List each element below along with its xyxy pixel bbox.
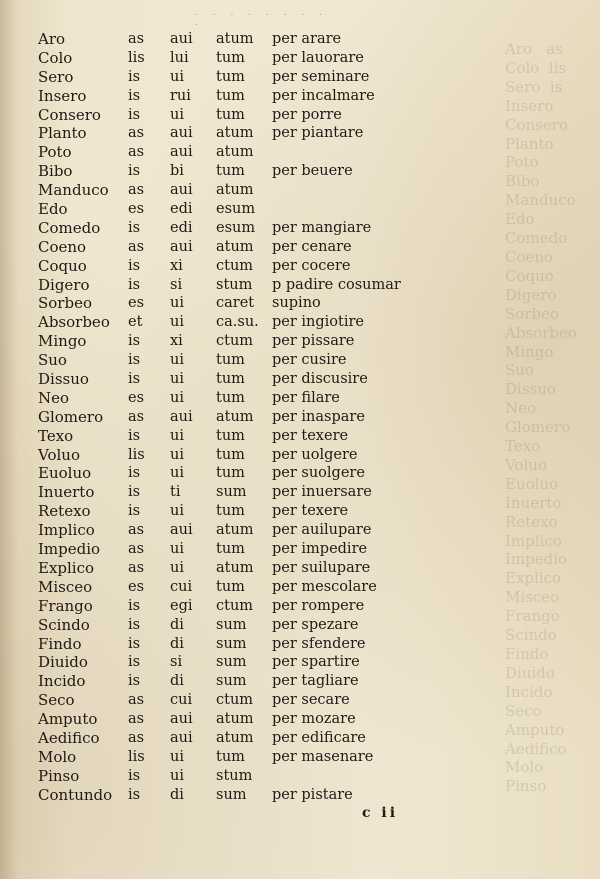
latin-verb: Consero [38,105,101,124]
supine-ending: ctum [216,692,254,709]
latin-verb: Explico [38,558,95,577]
supine-ending: tum [216,503,245,520]
supine-ending: atum [216,144,254,161]
present-ending: as [128,408,145,425]
italian-meaning: per lauorare [272,49,364,66]
present-ending: as [128,182,145,199]
table-row [38,370,558,389]
latin-verb: Suo [38,351,67,370]
perfect-ending: aui [170,238,193,255]
perfect-ending: aui [170,408,193,425]
latin-verb: Mingo [38,332,87,351]
present-ending: is [128,106,141,123]
table-row [38,729,558,748]
table-row [38,559,558,578]
latin-verb: Retexo [38,502,91,521]
page-header-mark: . . . . . . . . . [195,8,328,28]
perfect-ending: si [170,276,183,293]
italian-meaning: per inuersare [272,484,372,501]
latin-verb: Sorbeo [38,294,92,313]
present-ending: is [128,257,141,274]
supine-ending: atum [216,125,254,142]
latin-verb: Incido [38,672,86,691]
present-ending: is [128,333,141,350]
latin-verb: Contundo [38,785,113,804]
present-ending: as [128,125,145,142]
italian-meaning: per edificare [272,729,366,746]
present-ending: lis [128,446,145,463]
present-ending: is [128,352,141,369]
italian-meaning: per incalmare [272,87,375,104]
latin-verb: Neo [38,388,70,407]
supine-ending: tum [216,389,245,406]
italian-meaning: per beuere [272,163,353,180]
latin-verb: Impedio [38,540,101,559]
supine-ending: atum [216,182,254,199]
supine-ending: tum [216,106,245,123]
supine-ending: ctum [216,257,254,274]
present-ending: is [128,427,141,444]
table-row [38,464,558,483]
latin-verb: Comedo [38,218,101,237]
latin-verb: Coeno [38,237,87,256]
italian-meaning: per cocere [272,257,351,274]
table-row [38,238,558,257]
latin-verb: Implico [38,521,95,540]
table-row [38,351,558,370]
italian-meaning: per suilupare [272,559,371,576]
table-row [38,672,558,691]
italian-meaning: per secare [272,692,350,709]
present-ending: et [128,314,143,331]
present-ending: as [128,729,145,746]
latin-verb: Molo [38,747,77,766]
perfect-ending: ui [170,748,184,765]
perfect-ending: aui [170,729,193,746]
supine-ending: atum [216,522,254,539]
supine-ending: ca.su. [216,314,259,331]
supine-ending: sum [216,616,247,633]
perfect-ending: ui [170,371,184,388]
italian-meaning: per piantare [272,125,364,142]
italian-meaning: per cusire [272,352,347,369]
italian-meaning: per filare [272,389,340,406]
perfect-ending: ui [170,446,184,463]
italian-meaning: per seminare [272,68,370,85]
latin-verb: Manduco [38,181,109,200]
perfect-ending: edi [170,201,193,218]
present-ending: is [128,484,141,501]
present-ending: as [128,31,145,47]
perfect-ending: bi [170,163,184,180]
supine-ending: ctum [216,597,254,614]
italian-meaning: per rompere [272,597,365,614]
latin-verb: Edo [38,200,68,219]
table-row [38,181,558,200]
perfect-ending: ui [170,106,184,123]
table-row [38,578,558,597]
present-ending: is [128,68,141,85]
table-row [38,332,558,351]
table-row [38,313,558,332]
italian-meaning: per texere [272,503,349,520]
present-ending: as [128,522,145,539]
table-row [38,597,558,616]
perfect-ending: di [170,673,184,690]
present-ending: es [128,201,145,218]
latin-verb: Digero [38,275,90,294]
supine-ending: tum [216,87,245,104]
supine-ending: atum [216,729,254,746]
latin-verb: Euoluo [38,464,92,483]
italian-meaning: per uolgere [272,446,358,463]
italian-meaning: per cenare [272,238,352,255]
latin-verb: Inuerto [38,483,95,502]
supine-ending: sum [216,786,247,803]
present-ending: is [128,673,141,690]
latin-verb: Aro [38,30,66,48]
table-row [38,162,558,181]
latin-verb: Absorbeo [38,313,110,332]
table-row [38,143,558,162]
latin-verb: Colo [38,48,73,67]
table-row [38,635,558,654]
latin-verb: Dissuo [38,370,89,389]
perfect-ending: cui [170,578,193,595]
perfect-ending: di [170,616,184,633]
supine-ending: caret [216,295,255,312]
table-row [38,767,558,786]
supine-ending: stum [216,767,253,784]
perfect-ending: ui [170,314,184,331]
italian-meaning: per discusire [272,371,368,388]
italian-meaning: per pistare [272,786,353,803]
perfect-ending: si [170,654,183,671]
table-row [38,294,558,313]
supine-ending: esum [216,219,256,236]
latin-verb: Planto [38,124,87,143]
italian-meaning: per masenare [272,748,374,765]
italian-meaning: per mozare [272,711,356,728]
perfect-ending: xi [170,333,183,350]
table-row [38,748,558,767]
perfect-ending: ui [170,352,184,369]
italian-meaning: per spezare [272,616,359,633]
supine-ending: atum [216,711,254,728]
supine-ending: tum [216,578,245,595]
table-row [38,616,558,635]
table-row [38,87,558,106]
table-row [38,786,558,805]
verb-table [38,30,558,805]
latin-verb: Glomero [38,407,104,426]
perfect-ending: ui [170,503,184,520]
supine-ending: atum [216,559,254,576]
italian-meaning: per tagliare [272,673,359,690]
latin-verb: Voluo [38,445,80,464]
perfect-ending: ti [170,484,181,501]
present-ending: es [128,578,145,595]
present-ending: as [128,144,145,161]
supine-ending: tum [216,163,245,180]
supine-ending: sum [216,484,247,501]
present-ending: is [128,87,141,104]
italian-meaning: per porre [272,106,342,123]
present-ending: as [128,692,145,709]
present-ending: is [128,597,141,614]
present-ending: as [128,238,145,255]
table-row [38,68,558,87]
signature-mark: c ii [362,805,399,821]
perfect-ending: cui [170,692,193,709]
supine-ending: tum [216,49,245,66]
table-row [38,653,558,672]
table-row [38,257,558,276]
present-ending: lis [128,49,145,66]
perfect-ending: aui [170,711,193,728]
table-row [38,408,558,427]
supine-ending: atum [216,238,254,255]
perfect-ending: aui [170,144,193,161]
table-row [38,427,558,446]
italian-meaning: per arare [272,31,342,47]
italian-meaning: per inaspare [272,408,365,425]
perfect-ending: egi [170,597,193,614]
perfect-ending: aui [170,125,193,142]
supine-ending: sum [216,673,247,690]
perfect-ending: ui [170,541,184,558]
supine-ending: sum [216,654,247,671]
perfect-ending: aui [170,182,193,199]
italian-meaning: per impedire [272,541,368,558]
latin-verb: Poto [38,143,72,162]
latin-verb: Pinso [38,766,80,785]
perfect-ending: lui [170,49,189,66]
table-row [38,521,558,540]
supine-ending: tum [216,541,245,558]
latin-verb: Texo [38,426,74,445]
present-ending: is [128,465,141,482]
perfect-ending: ui [170,559,184,576]
italian-meaning: per mescolare [272,578,377,595]
italian-meaning: per pissare [272,333,355,350]
present-ending: lis [128,748,145,765]
table-row [38,124,558,143]
perfect-ending: ui [170,389,184,406]
present-ending: as [128,711,145,728]
perfect-ending: ui [170,465,184,482]
supine-ending: tum [216,465,245,482]
perfect-ending: edi [170,219,193,236]
supine-ending: ctum [216,333,254,350]
present-ending: is [128,786,141,803]
present-ending: is [128,219,141,236]
supine-ending: atum [216,31,254,47]
present-ending: is [128,276,141,293]
supine-ending: tum [216,427,245,444]
table-row [38,49,558,68]
perfect-ending: aui [170,522,193,539]
table-row [38,200,558,219]
perfect-ending: aui [170,31,193,47]
italian-meaning: per mangiare [272,219,372,236]
present-ending: is [128,654,141,671]
supine-ending: tum [216,748,245,765]
show-through-text: Aro as Colo lis Sero is Insero Consero Planto Poto Bibo Manduco Edo Comedo Coeno Coquo Digero Sorbeo Absorbeo Mingo Suo Dissuo Neo Glomero Texo Voluo Euoluo Inuerto Retexo Implico Impedio Explico Misceo Frango Scindo Findo Diuido Incido Seco Amputo Aedifico Molo Pinso [505,40,577,796]
table-row [38,502,558,521]
perfect-ending: ui [170,68,184,85]
supine-ending: esum [216,201,256,218]
perfect-ending: xi [170,257,183,274]
italian-meaning: per suolgere [272,465,365,482]
present-ending: es [128,295,145,312]
table-row [38,691,558,710]
latin-verb: Scindo [38,615,90,634]
present-ending: is [128,503,141,520]
latin-verb: Seco [38,691,75,710]
supine-ending: tum [216,446,245,463]
latin-verb: Coquo [38,256,87,275]
latin-verb: Diuido [38,653,88,672]
binding-shadow [0,0,18,879]
italian-meaning: per spartire [272,654,360,671]
perfect-ending: ui [170,295,184,312]
perfect-ending: ui [170,427,184,444]
supine-ending: tum [216,352,245,369]
perfect-ending: di [170,786,184,803]
italian-meaning: per auilupare [272,522,372,539]
latin-verb: Aedifico [38,728,100,747]
table-row [38,710,558,729]
present-ending: is [128,371,141,388]
table-row [38,446,558,465]
latin-verb: Insero [38,86,87,105]
present-ending: is [128,616,141,633]
table-row [38,30,558,49]
table-row [38,540,558,559]
present-ending: is [128,163,141,180]
latin-verb: Amputo [38,710,98,729]
table-row [38,276,558,295]
italian-meaning: per ingiotire [272,314,365,331]
supine-ending: sum [216,635,247,652]
perfect-ending: ui [170,767,184,784]
latin-verb: Frango [38,596,93,615]
present-ending: as [128,541,145,558]
present-ending: as [128,559,145,576]
italian-meaning: per texere [272,427,349,444]
present-ending: is [128,635,141,652]
table-row [38,106,558,125]
table-row [38,219,558,238]
latin-verb: Findo [38,634,82,653]
supine-ending: tum [216,68,245,85]
italian-meaning: supino [272,295,321,312]
perfect-ending: rui [170,87,191,104]
present-ending: es [128,389,145,406]
supine-ending: atum [216,408,254,425]
table-row [38,389,558,408]
italian-meaning: p padire cosumar [272,276,401,293]
latin-verb: Misceo [38,577,93,596]
table-row [38,483,558,502]
supine-ending: stum [216,276,253,293]
supine-ending: tum [216,371,245,388]
perfect-ending: di [170,635,184,652]
italian-meaning: per sfendere [272,635,366,652]
present-ending: is [128,767,141,784]
latin-verb: Bibo [38,162,73,181]
latin-verb: Sero [38,67,74,86]
